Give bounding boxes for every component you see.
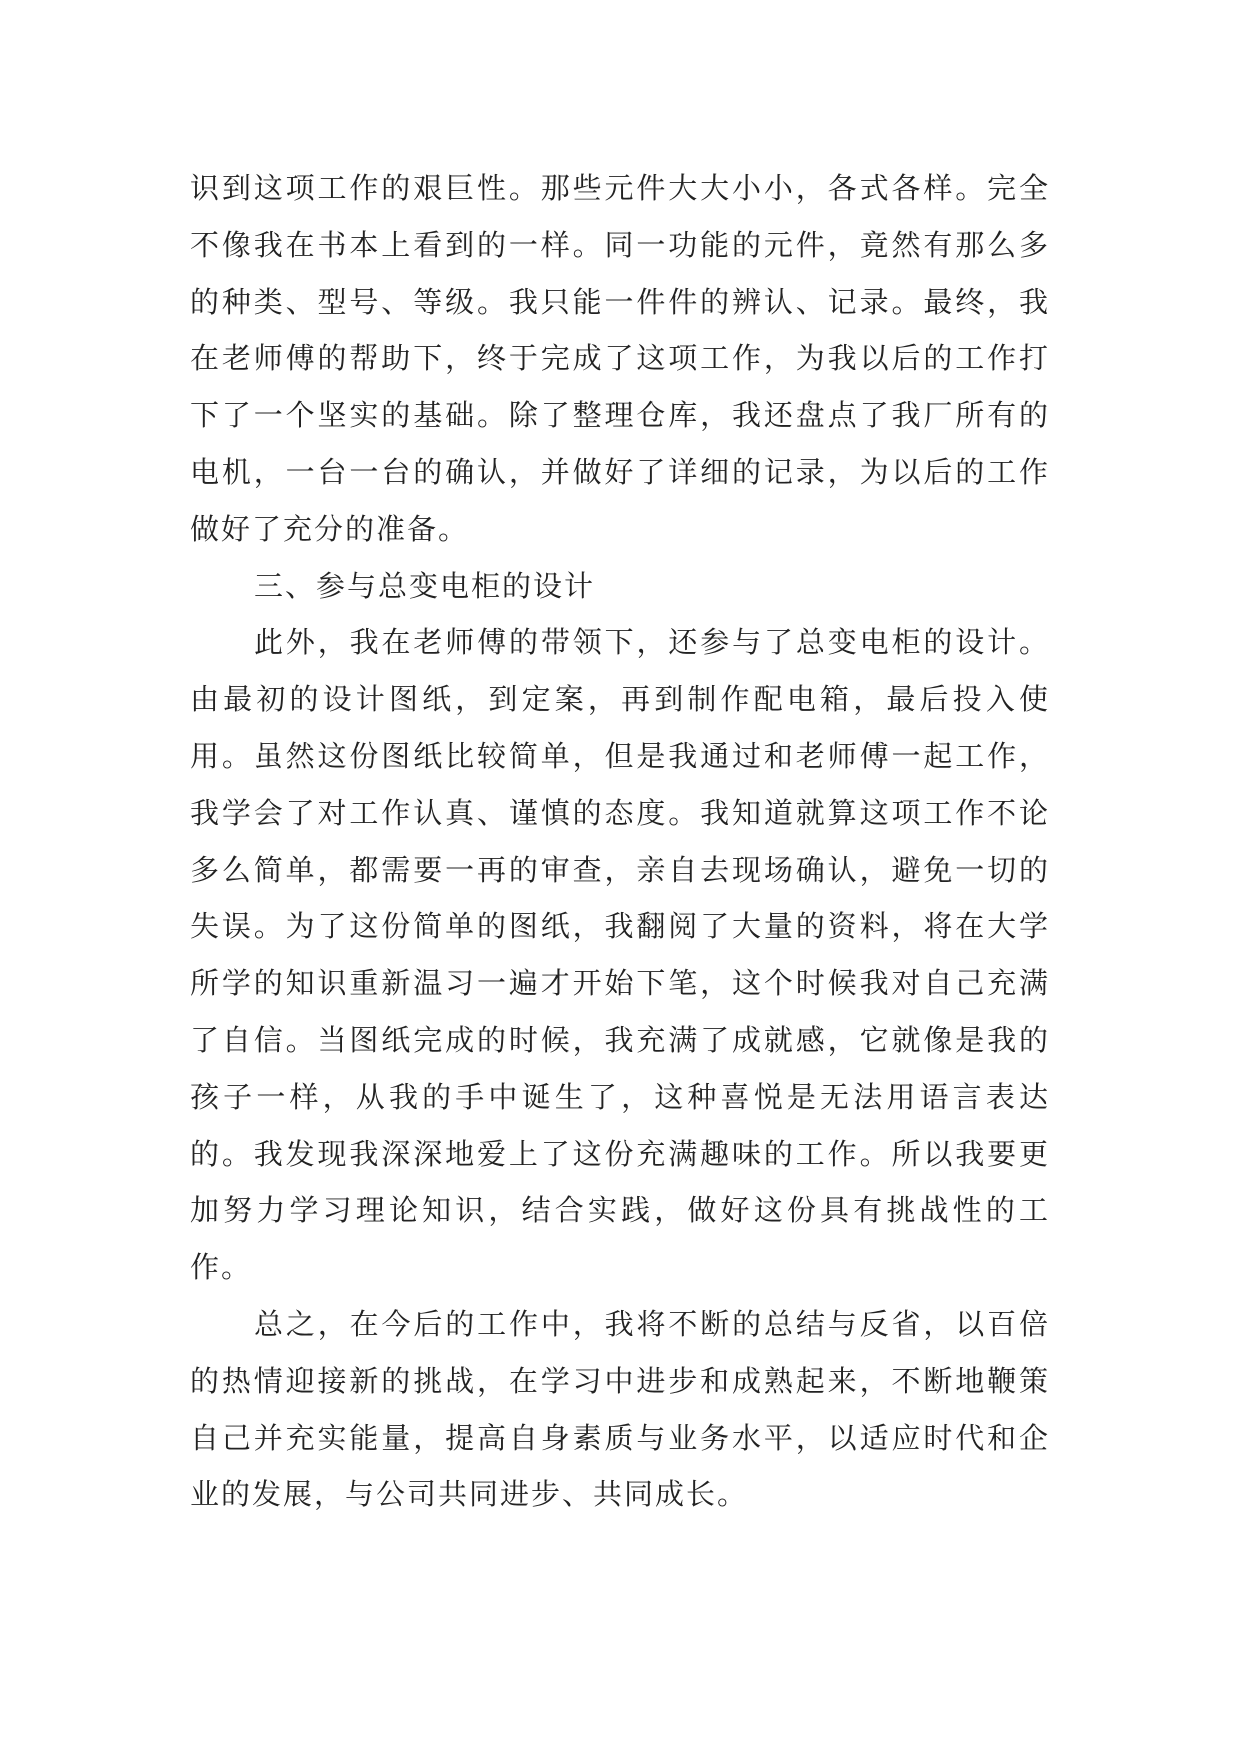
paragraph-warehouse-work: 识到这项工作的艰巨性。那些元件大大小小，各式各样。完全不像我在书本上看到的一样。同一功能的元件，竟然有那么多的种类、型号、等级。我只能一件件的辨认、记录。最终，我在老师傅的帮助下，终于完成了这项工作，为我以后的工作打下了一个坚实的基础。除了整理仓库，我还盘点了我厂所有的电机，一台一台的确认，并做好了详细的记录，为以后的工作做好了充分的准备。 [190, 171, 1050, 546]
document-body [190, 160, 1050, 1523]
paragraph-substation-design: 此外，我在老师傅的带领下，还参与了总变电柜的设计。由最初的设计图纸，到定案，再到制作配电箱，最后投入使用。虽然这份图纸比较简单，但是我通过和老师傅一起工作，我学会了对工作认真、谨慎的态度。我知道就算这项工作不论多么简单，都需要一再的审查，亲自去现场确认，避免一切的失误。为了这份简单的图纸，我翻阅了大量的资料，将在大学所学的知识重新温习一遍才开始下笔，这个时候我对自己充满了自信。当图纸完成的时候，我充满了成就感，它就像是我的孩子一样，从我的手中诞生了，这种喜悦是无法用语言表达的。我发现我深深地爱上了这份充满趣味的工作。所以我要更加努力学习理论知识，结合实践，做好这份具有挑战性的工作。 [190, 625, 1050, 1285]
section-heading-substation-cabinet: 三、参与总变电柜的设计 [254, 568, 596, 603]
paragraph-conclusion: 总之，在今后的工作中，我将不断的总结与反省，以百倍的热情迎接新的挑战，在学习中进步和成熟起来，不断地鞭策自己并充实能量，提高自身素质与业务水平，以适应时代和企业的发展，与公司共同进步、共同成长。 [190, 1306, 1050, 1512]
